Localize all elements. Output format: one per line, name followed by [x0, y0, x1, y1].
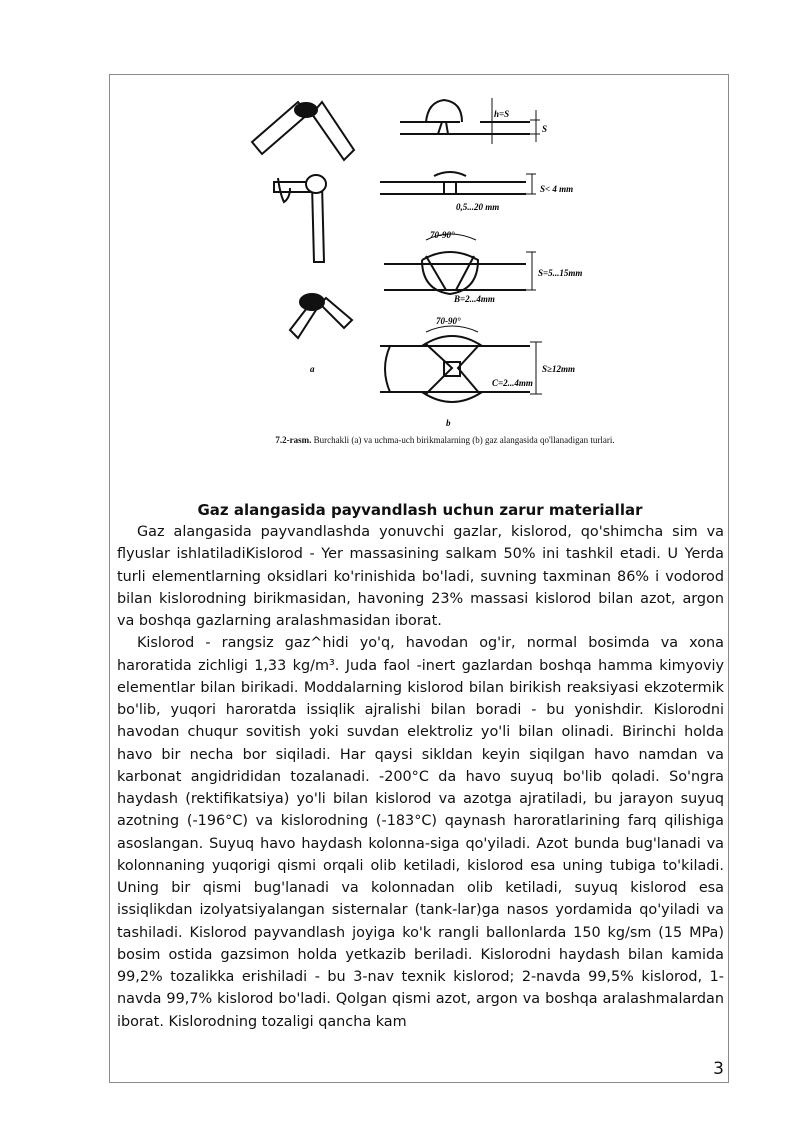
butt-joint-3 [384, 234, 536, 294]
page-number: 3 [713, 1059, 724, 1079]
butt-joint-2 [380, 172, 536, 194]
corner-joint-v [252, 102, 354, 160]
figure-caption-text: Burchakli (a) va uchma-uch birikmalarning (b) gaz alangasida qo'llanadigan turlari. [313, 435, 615, 445]
butt-joint-4 [380, 326, 542, 402]
paragraph-1: Gaz alangasida payvandlashda yonuvchi gazlar, kislorod, qo'shimcha sim va flyuslar ishlatiladiKislorod - Yer massasining salkam 50% ini tashkil etadi. U Yerda turli elementlarning oksidlari ko'rinishida bo'ladi, suvning taxminan 86% i vodorod bilan kislorodning birikmasidan, havoning 23% massasi kislorod bilan azot, argon va boshqa gazlarning aralashmasidan iborat. [117, 524, 724, 629]
dim-s: S [542, 124, 548, 134]
figure-label-a: a [310, 364, 315, 374]
dim-c-2-4: C=2...4mm [492, 378, 533, 388]
dim-s-5-15: S=5...15mm [538, 268, 583, 278]
figure-caption-label: 7.2-rasm. [275, 435, 312, 445]
paragraph-2: Kislorod - rangsiz gaz^hidi yo'q, havodan og'ir, normal bosimda va xona haroratida zichligi 1,33 kg/m³. Juda faol -inert gazlardan boshqa hamma kimyoviy elementlar bilan birikadi. Moddalarning kislorod bilan birikish reaksiyasi ekzotermik bo'lib, yuqori haroratda issiqlik ajralishi bilan boradi - bu yonishdir. Kislorodni havodan chuqur sovitish yoki suvdan elektroliz yo'li bilan olinadi. Birinchi holda havo bir necha bor siqiladi. Har qaysi sikldan keyin siqilgan havo namdan va karbonat angidrididan tozalanadi. -200°C da havo suyuq bo'lib qoladi. So'ngra haydash (rektifikatsiya) yo'li bilan kislorod va azotga ajratiladi, bu jarayon suyuq azotning (-196°C) va kislorodning (-183°C) qaynash haroratlarining farq qilishiga asoslangan. Suyuq havo haydash kolonna-siga qo'yiladi. Azot bunda bug'lanadi va kolonnaning yuqorigi qismi orqali olib ketiladi, kislorod esa uning tubiga to'kiladi. Uning bir qismi bug'lanadi va kolonnadan olib ketiladi, suyuq kislorod esa issiqlikdan izolyatsiyalangan sisternalar (tank-lar)ga nasos yordamida qo'yiladi va tashiladi. Kislorod payvandlash joyiga ko'k rangli ballonlarda 150 kg/sm (15 MPa) bosim ostida gazsimon holda yetkazib beriladi. Kislorodni haydash bilan kamida 99,2% tozalikka erishiladi - bu 3-nav texnik kislorod; 2-navda 99,5% kislorod, 1-navda 99,7% kislorod bo'ladi. Qolgan qismi azot, argon va boshqa aralashmalardan iborat. Kislorodning tozaligi qancha kam [117, 635, 724, 1030]
dim-s-ge12: S≥12mm [542, 364, 575, 374]
figure-label-b: b [446, 418, 451, 428]
corner-joint-y [290, 294, 352, 338]
weld-joints-figure [230, 84, 610, 474]
section-title: Gaz alangasida payvandlash uchun zarur materiallar [197, 501, 643, 519]
dim-angle-2: 70-90° [436, 316, 461, 326]
corner-joint-l [274, 175, 326, 262]
figure-caption [265, 434, 625, 447]
dim-angle-1: 70-90° [430, 230, 455, 240]
dim-s-lt4: S< 4 mm [540, 184, 574, 194]
dim-gap: 0,5...20 mm [456, 202, 500, 212]
body-text [117, 521, 724, 1033]
dim-b-2-4: B=2...4mm [454, 294, 495, 304]
dim-h-s: h=S [494, 109, 510, 119]
butt-joint-1 [400, 98, 540, 144]
